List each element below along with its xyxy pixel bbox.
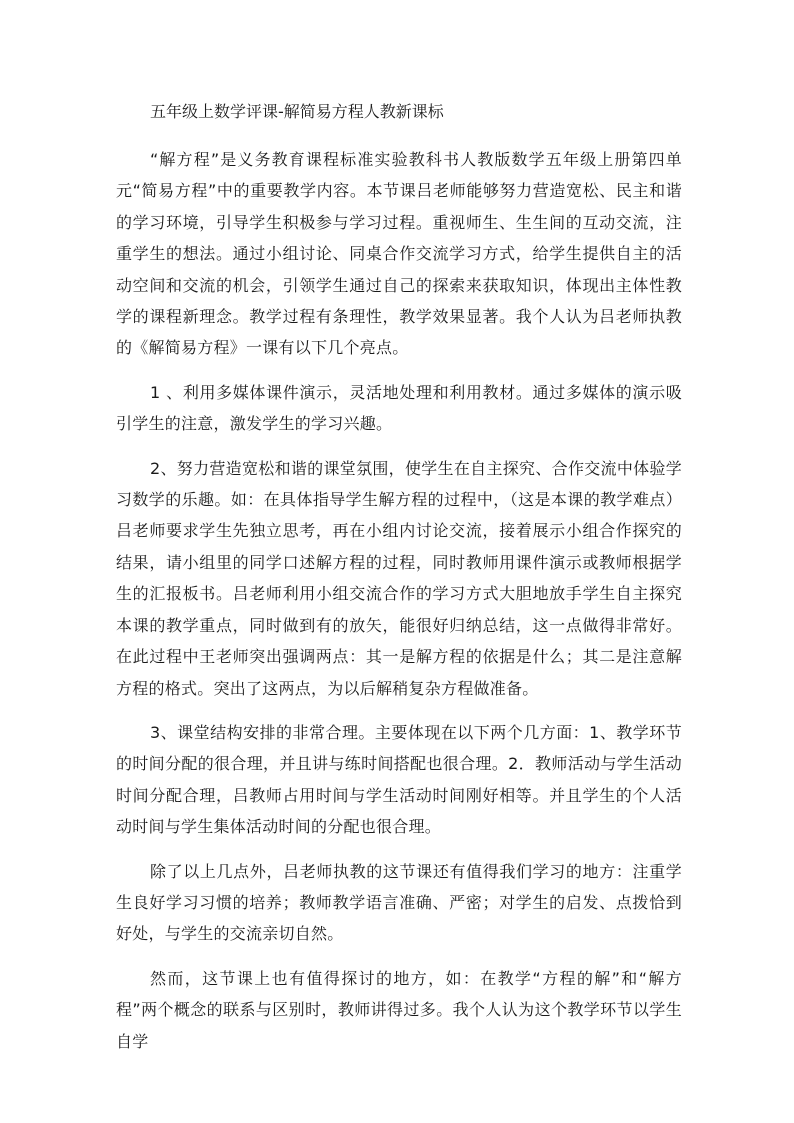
paragraph-intro: “解方程”是义务教育课程标准实验教科书人教版数学五年级上册第四单元“简易方程”中的重要教学内容。本节课吕老师能够努力营造宽松、民主和谐的学习环境，引导学生积极参与学习过程。重视师生、生生间的互动交流，注重学生的想法。通过小组讨论、同桌合作交流学习方式，给学生提供自主的活动空间和交流的机会，引领学生通过自己的探索来获取知识，体现出主体性教学的课程新理念。教学过程有条理性，教学效果显著。我个人认为吕老师执教的《解简易方程》一课有以下几个亮点。 bbox=[116, 150, 682, 358]
paragraph-point-2: 2、努力营造宽松和谐的课堂氛围，使学生在自主探究、合作交流中体验学习数学的乐趣。如：在具体指导学生解方程的过程中，（这是本课的教学难点）吕老师要求学生先独立思考，再在小组内讨论交流，接着展示小组合作探究的结果，请小组里的同学口述解方程的过程，同时教师用课件演示或教师根据学生的汇报板书。吕老师利用小组交流合作的学习方式大胆地放手学生自主探究本课的教学重点，同时做到有的放矢，能很好归纳总结，这一点做得非常好。在此过程中王老师突出强调两点：其一是解方程的依据是什么；其二是注意解方程的格式。突出了这两点，为以后解稍复杂方程做准备。 bbox=[116, 458, 682, 698]
document-page bbox=[116, 96, 682, 1070]
paragraph-point-3: 3、课堂结构安排的非常合理。主要体现在以下两个几方面：1、教学环节的时间分配的很合理，并且讲与练时间搭配也很合理。2．教师活动与学生活动时间分配合理，吕教师占用时间与学生活动时间刚好相等。并且学生的个人活动时间与学生集体活动时间的分配也很合理。 bbox=[116, 722, 682, 837]
paragraph-other-merits: 除了以上几点外，吕老师执教的这节课还有值得我们学习的地方：注重学生良好学习习惯的培养；教师教学语言准确、严密；对学生的启发、点拨恰到好处，与学生的交流亲切自然。 bbox=[116, 861, 682, 944]
paragraph-discussion: 然而，这节课上也有值得探讨的地方，如：在教学“方程的解”和“解方程”两个概念的联系与区别时，教师讲得过多。我个人认为这个教学环节以学生自学 bbox=[116, 968, 682, 1051]
paragraph-point-1: 1 、利用多媒体课件演示，灵活地处理和利用教材。通过多媒体的演示吸引学生的注意，激发学生的学习兴趣。 bbox=[116, 382, 682, 434]
document-title: 五年级上数学评课-解简易方程人教新课标 bbox=[150, 102, 444, 121]
